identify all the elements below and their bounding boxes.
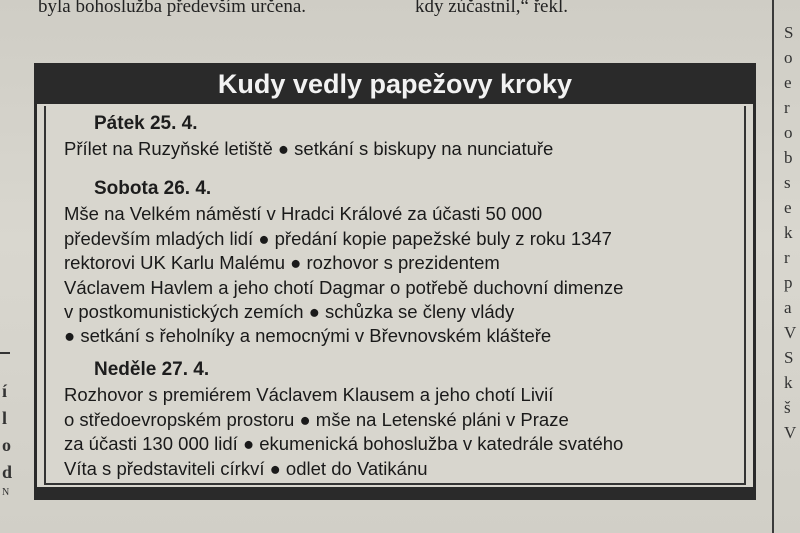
right-margin-char: p (784, 273, 793, 292)
info-box-body (44, 106, 746, 485)
right-margin-char: S (784, 23, 794, 42)
left-margin-fragment (2, 378, 16, 500)
left-margin-char: l (2, 408, 8, 428)
right-margin-char: V (784, 323, 797, 342)
schedule-line: Přílet na Ruzyňské letiště ● setkání s biskupy na nunciatuře (64, 138, 554, 159)
info-box-bottom-bar (37, 487, 753, 497)
schedule-line: především mladých lidí ● předání kopie papežské buly z roku 1347 (64, 228, 612, 249)
previous-article-fragment-right: kdy zúčastnil,“ řekl. (415, 0, 569, 17)
right-margin-fragment (784, 20, 800, 445)
right-margin-char: S (784, 348, 794, 367)
right-margin-char: o (784, 123, 793, 142)
right-margin-char: r (784, 248, 790, 267)
right-margin-char: k (784, 223, 793, 242)
right-margin-char: e (784, 198, 792, 217)
schedule-line: o středoevropském prostoru ● mše na Letenské pláni v Praze (64, 409, 569, 430)
schedule-line: ● setkání s řeholníky a nemocnými v Břevnovském klášteře (64, 325, 552, 346)
right-margin-char: s (784, 173, 791, 192)
previous-article-fragment-left: byla bohoslužba především určena. (38, 0, 307, 17)
left-margin-char: N (2, 487, 10, 498)
schedule-line: Víta s představiteli církví ● odlet do Vatikánu (64, 458, 428, 479)
right-margin-char: o (784, 48, 793, 67)
right-margin-char: k (784, 373, 793, 392)
right-margin-char: r (784, 98, 790, 117)
schedule-line: za účasti 130 000 lidí ● ekumenická bohoslužba v katedrále svatého (64, 433, 624, 454)
schedule-line: Václavem Havlem a jeho chotí Dagmar o potřebě duchovní dimenze (64, 277, 624, 298)
left-margin-char: d (2, 462, 13, 482)
right-margin-char: V (784, 423, 797, 442)
right-margin-char: b (784, 148, 793, 167)
schedule-line: v postkomunistických zemích ● schůzka se členy vlády (64, 301, 515, 322)
schedule-line: Mše na Velkém náměstí v Hradci Králové za účasti 50 000 (64, 203, 543, 224)
day-heading-saturday: Sobota 26. 4. (94, 178, 212, 199)
right-margin-char: e (784, 73, 792, 92)
day-heading-friday: Pátek 25. 4. (94, 113, 198, 134)
column-divider (772, 0, 774, 533)
schedule-line: Rozhovor s premiérem Václavem Klausem a jeho chotí Livií (64, 384, 554, 405)
left-margin-char: o (2, 435, 11, 455)
right-margin-char: š (784, 398, 791, 417)
left-margin-char: í (2, 381, 8, 401)
left-column-rule (0, 352, 10, 354)
info-box-title: Kudy vedly papežovy kroky (37, 66, 753, 104)
schedule-line: rektorovi UK Karlu Malému ● rozhovor s prezidentem (64, 252, 500, 273)
day-heading-sunday: Neděle 27. 4. (94, 359, 210, 380)
right-margin-char: a (784, 298, 792, 317)
info-box (34, 63, 756, 500)
